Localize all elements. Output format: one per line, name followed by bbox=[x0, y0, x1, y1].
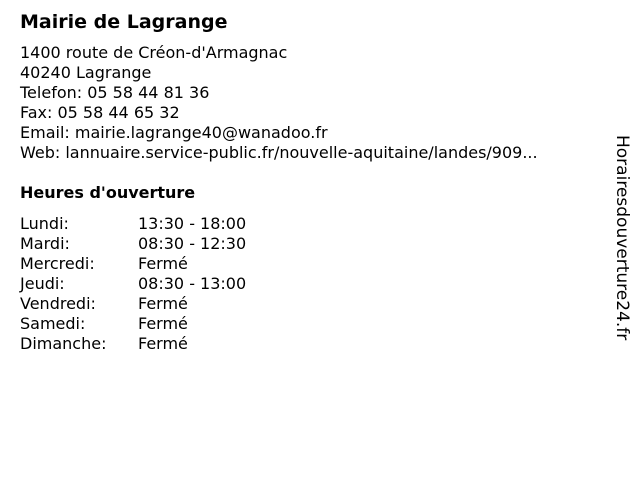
day-label: Lundi: bbox=[20, 214, 69, 233]
fax-text: Fax: 05 58 44 65 32 bbox=[20, 103, 180, 122]
day-label: Dimanche: bbox=[20, 334, 107, 353]
time-value: Fermé bbox=[138, 314, 188, 333]
day-label: Samedi: bbox=[20, 314, 86, 333]
day-label: Mardi: bbox=[20, 234, 70, 253]
time-value: Fermé bbox=[138, 294, 188, 313]
time-value: 08:30 - 12:30 bbox=[138, 234, 247, 253]
phone-text: Telefon: 05 58 44 81 36 bbox=[20, 83, 210, 102]
web-text: Web: lannuaire.service-public.fr/nouvelle-aquitaine/landes/909... bbox=[20, 143, 538, 162]
address-line-street: 1400 route de Créon-d'Armagnac bbox=[20, 43, 288, 62]
time-value: Fermé bbox=[138, 334, 188, 353]
day-label: Vendredi: bbox=[20, 294, 96, 313]
time-value: Fermé bbox=[138, 254, 188, 273]
contact-block bbox=[20, 43, 538, 163]
address-line-city: 40240 Lagrange bbox=[20, 63, 152, 82]
day-label: Jeudi: bbox=[20, 274, 65, 293]
day-label: Mercredi: bbox=[20, 254, 95, 273]
time-value: 13:30 - 18:00 bbox=[138, 214, 247, 233]
office-name: Mairie de Lagrange bbox=[20, 11, 228, 33]
site-watermark: Horairesdouverture24.fr bbox=[612, 135, 632, 341]
opening-hours-heading: Heures d'ouverture bbox=[20, 183, 196, 202]
time-value: 08:30 - 13:00 bbox=[138, 274, 247, 293]
email-text: Email: mairie.lagrange40@wanadoo.fr bbox=[20, 123, 328, 142]
